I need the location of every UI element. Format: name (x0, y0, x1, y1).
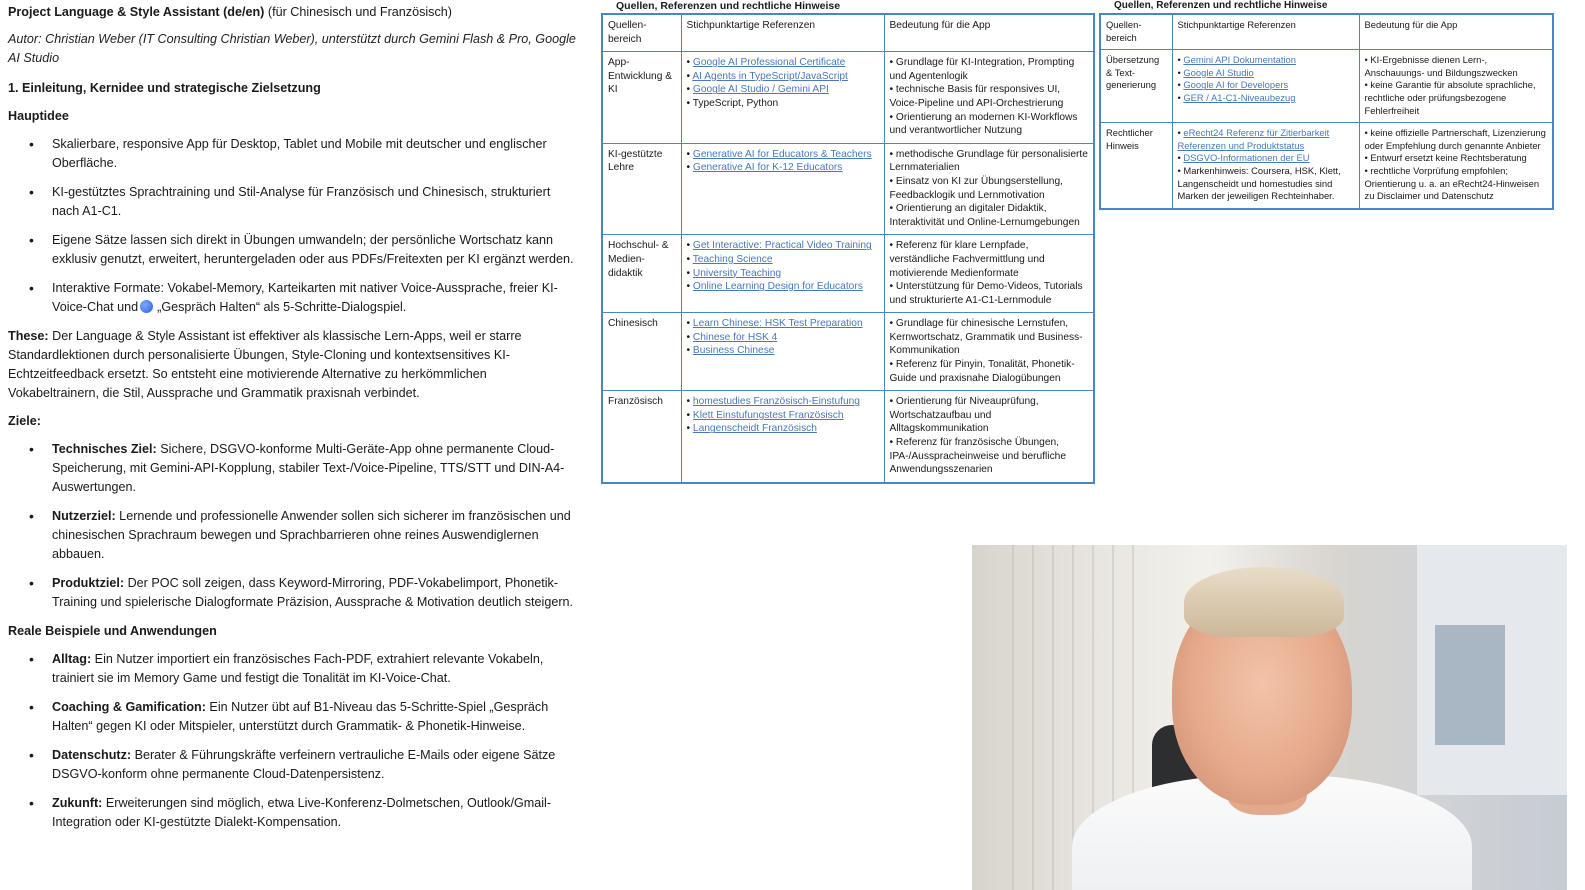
list-item: • Eigene Sätze lassen sich direkt in Übungen umwandeln; der persönliche Wortschatz kann exklusiv genutzt, erweitert, heruntergeladen oder aus PDFs/Freitexten per KI ergänzt werden. (52, 231, 578, 269)
reference-link[interactable]: Google AI for Developers (1183, 79, 1289, 91)
table-title: Quellen, Referenzen und rechtliche Hinweise (616, 0, 841, 12)
list-item: • Datenschutz: Berater & Führungskräfte verfeinern vertrauliche E-Mails oder eigene Sätze DSGVO-konform ohne permanente Cloud-Datenpersistenz. (52, 746, 578, 784)
references-cell: • Gemini API Dokumentation • Google AI Studio • Google AI for Developers • GER / A1-C1-Niveaubezug (1172, 50, 1359, 123)
table-title: Quellen, Referenzen und rechtliche Hinweise (1114, 0, 1328, 11)
reference-link[interactable]: Generative AI for K-12 Educators (692, 162, 843, 174)
list-item: • Produktziel: Der POC soll zeigen, dass Keyword-Mirroring, PDF-Vokabelimport, Phonetik-Training und spielerische Dialogformate Präzision, Aussprache & Motivation deutlich steigern. (52, 574, 578, 612)
doc-title: Project Language & Style Assistant (de/en) (für Chinesisch und Französisch) (8, 5, 452, 19)
source-area-cell: App-Entwicklung & KI (602, 52, 681, 144)
doc-author: Autor: Christian Weber (IT Consulting Christian Weber), unterstützt durch Gemini Flash & Pro, Google AI Studio (8, 32, 576, 65)
reference-link[interactable]: Chinese for HSK 4 (692, 331, 778, 343)
source-area-cell: Rechtlicher Hinweis (1100, 123, 1172, 209)
meaning-cell: • Referenz für klare Lernpfade, verständliche Fachvermittlung und motivierende Medienformate • Unterstützung für Demo-Videos, Tutorials und strukturierte A1-C1-Lernmodule (884, 235, 1094, 313)
hauptidee-list (8, 135, 578, 317)
references-cell: • Get Interactive: Practical Video Training • Teaching Science • University Teaching • Online Learning Design for Educators (681, 235, 884, 313)
list-item: • Skalierbare, responsive App für Desktop, Tablet und Mobile mit deutscher und englischer Oberfläche. (52, 135, 578, 173)
reference-link[interactable]: University Teaching (692, 267, 782, 279)
reference-link[interactable]: Online Learning Design for Educators (692, 281, 863, 293)
reference-link[interactable]: Langenscheidt Französisch (692, 423, 817, 435)
meaning-cell: • KI-Ergebnisse dienen Lern-, Anschauungs- und Bildungszwecken • keine Garantie für absolute sprachliche, rechtliche oder prüfungsbezogene Fehlerfreiheit (1359, 50, 1553, 123)
reference-link[interactable]: Google AI Professional Certificate (692, 57, 846, 69)
list-item: • Technisches Ziel: Sichere, DSGVO-konforme Multi-Geräte-App ohne permanente Cloud-Speicherung, mit Gemini-API-Kopplung, stabiler Text-/Voice-Pipeline, TTS/STT und DIN-A4-Auswertungen. (52, 440, 578, 497)
list-item: • Interaktive Formate: Vokabel-Memory, Karteikarten mit nativer Voice-Aussprache, freier KI-Voice-Chat und „Gespräch Halten“ als 5-Schritte-Dialogspiel. (52, 279, 578, 317)
meaning-item: keine Garantie für absolute sprachliche, rechtliche oder prüfungsbezogene Fehlerfreiheit (1364, 79, 1536, 116)
list-item: • Coaching & Gamification: Ein Nutzer übt auf B1-Niveau das 5-Schritte-Spiel „Gespräch Halten“ gegen KI oder Mitspieler, unterstützt durch Grammatik- & Phonetik-Hinweise. (52, 698, 578, 736)
document-text (8, 3, 578, 842)
table-row (602, 52, 1094, 144)
globe-icon (140, 300, 153, 313)
column-header: Bedeutung für die App (1359, 14, 1553, 50)
meaning-cell: • Orientierung für Niveauprüfung, Wortschatzaufbau und Alltagskommunikation • Referenz für französische Übungen, IPA-/Ausspracheinweise und berufliche Anwendungsszenarien (884, 391, 1094, 483)
reference-link[interactable]: Google AI Studio (1183, 66, 1254, 78)
source-area-cell: Chinesisch (602, 313, 681, 391)
reference-link[interactable]: Google AI Studio / Gemini API (692, 84, 829, 96)
table-row (602, 235, 1094, 313)
reference-link[interactable]: Get Interactive: Practical Video Training (692, 240, 872, 252)
meaning-item: Entwurf ersetzt keine Rechtsberatung (1370, 152, 1527, 164)
table-row (602, 391, 1094, 483)
reference-link[interactable]: Learn Chinese: HSK Test Preparation (692, 318, 863, 330)
beispiele-list (8, 650, 578, 832)
meaning-cell: • Grundlage für chinesische Lernstufen, Kernwortschatz, Grammatik und Business-Kommunikation • Referenz für Pinyin, Tonalität, Phonetik-Guide und praxisnahe Dialogübungen (884, 313, 1094, 391)
reference-link[interactable]: Klett Einstufungstest Französisch (692, 409, 844, 421)
section-heading: 1. Einleitung, Kernidee und strategische Zielsetzung (8, 81, 321, 95)
references-cell: • homestudies Französisch-Einstufung • Klett Einstufungstest Französisch • Langenscheidt Französisch (681, 391, 884, 483)
beispiele-heading: Reale Beispiele und Anwendungen (8, 624, 217, 638)
column-header: Stichpunktartige Referenzen (681, 14, 884, 52)
reference-link[interactable]: GER / A1-C1-Niveaubezug (1183, 91, 1296, 103)
these-paragraph: These: Der Language & Style Assistant ist effektiver als klassische Lern-Apps, weil er starre Standardlektionen durch personalisierte Übungen, Style-Cloning und kontextsensitives KI-Echtzeitfeedback ersetzt. So entsteht eine motivierende Alternative zu herkömmlichen Vokabeltrainern, die Stil, Aussprache und Grammatik praxisnah verbindet. (8, 329, 522, 400)
references-table-1 (601, 0, 1095, 484)
window (1417, 545, 1567, 795)
meaning-item: KI-Ergebnisse dienen Lern-, Anschauungs- und Bildungszwecken (1364, 54, 1518, 78)
table-header-row (1100, 14, 1553, 50)
ziele-heading: Ziele: (8, 414, 41, 428)
source-area-cell: Französisch (602, 391, 681, 483)
source-area-cell: KI-gestützte Lehre (602, 143, 681, 235)
meaning-cell: • keine offizielle Partnerschaft, Lizenzierung oder Empfehlung durch genannte Anbieter • Entwurf ersetzt keine Rechtsberatung • rechtliche Vorprüfung empfohlen; Orientierung u. a. an eRecht24-Hinweisen zu Disclaimer und Datenschutz (1359, 123, 1553, 209)
ziele-list (8, 440, 578, 612)
meaning-item: Einsatz von KI zur Übungserstellung, Feedbacklogik und Lernmotivation (889, 175, 1063, 201)
source-area-cell: Übersetzung & Text-generierung (1100, 50, 1172, 123)
table-row (602, 313, 1094, 391)
meaning-item: Grundlage für KI-Integration, Prompting und Agentenlogik (889, 57, 1075, 82)
reference-link[interactable]: Teaching Science (692, 253, 773, 265)
references-cell: • Learn Chinese: HSK Test Preparation • Chinese for HSK 4 • Business Chinese (681, 313, 884, 391)
meaning-item: rechtliche Vorprüfung empfohlen; Orientierung u. a. an eRecht24-Hinweisen zu Disclaimer und Datenschutz (1364, 164, 1540, 202)
references-cell: • eRecht24 Referenz für Zitierbarkeit Referenzen und Produktstatus • DSGVO-Informationen der EU • Markenhinweis: Coursera, HSK, Klett, Langenscheidt und homestudies sind Marken der jeweiligen Rechteinhaber. (1172, 123, 1359, 209)
table-header-row (602, 14, 1094, 52)
meaning-item: Orientierung an digitaler Didaktik, Interaktivität und Online-Lernumgebungen (889, 203, 1080, 228)
column-header: Quellen-bereich (1100, 14, 1172, 50)
references-cell: • Generative AI for Educators & Teachers • Generative AI for K-12 Educators (681, 143, 884, 235)
meaning-item: methodische Grundlage für personalisierte Lernmaterialien (889, 148, 1088, 174)
meaning-item: Grundlage für chinesische Lernstufen, Kernwortschatz, Grammatik und Business-Kommunikation (889, 318, 1083, 357)
webcam-video (972, 545, 1567, 890)
meaning-item: Orientierung an modernen KI-Workflows und verantwortlicher Nutzung (889, 111, 1078, 137)
source-area-cell: Hochschul- & Medien-didaktik (602, 235, 681, 313)
meaning-item: keine offizielle Partnerschaft, Lizenzierung oder Empfehlung durch genannte Anbieter (1364, 127, 1546, 151)
meaning-item: Referenz für klare Lernpfade, verständliche Fachvermittlung und motivierende Medienformate (889, 240, 1045, 279)
reference-link[interactable]: homestudies Französisch-Einstufung (692, 396, 860, 408)
column-header: Bedeutung für die App (884, 14, 1094, 52)
reference-link[interactable]: DSGVO-Informationen der EU (1183, 152, 1310, 164)
meaning-item: Referenz für Pinyin, Tonalität, Phonetik-Guide und praxisnahe Dialogübungen (889, 359, 1075, 384)
reference-link[interactable]: Business Chinese (692, 345, 775, 357)
meaning-item: Referenz für französische Übungen, IPA-/Ausspracheinweise und berufliche Anwendungsszenarien (889, 437, 1066, 476)
list-item: • Zukunft: Erweiterungen sind möglich, etwa Live-Konferenz-Dolmetschen, Outlook/Gmail-Integration oder KI-gestützte Dialekt-Kompensation. (52, 794, 578, 832)
reference-link[interactable]: eRecht24 Referenz für Zitierbarkeit Referenzen und Produktstatus (1177, 127, 1330, 151)
meaning-item: technische Basis für responsives UI, Voice-Pipeline und API-Orchestrierung (889, 84, 1064, 109)
reference-link[interactable]: Generative AI for Educators & Teachers (692, 148, 872, 160)
meaning-item: Orientierung für Niveauprüfung, Wortschatzaufbau und Alltagskommunikation (889, 396, 1039, 435)
list-item: • Alltag: Ein Nutzer importiert ein französisches Fach-PDF, extrahiert relevante Vokabeln, trainiert sie im Memory Game und festigt die Tonalität im KI-Voice-Chat. (52, 650, 578, 688)
meaning-cell: • methodische Grundlage für personalisierte Lernmaterialien • Einsatz von KI zur Übungserstellung, Feedbacklogik und Lernmotivation • Orientierung an digitaler Didaktik, Interaktivität und Online-Lernumgebungen (884, 143, 1094, 235)
table-row (1100, 50, 1553, 123)
reference-link[interactable]: Gemini API Dokumentation (1183, 54, 1296, 66)
hauptidee-heading: Hauptidee (8, 109, 69, 123)
meaning-cell: • Grundlage für KI-Integration, Prompting und Agentenlogik • technische Basis für responsives UI, Voice-Pipeline und API-Orchestrierung • Orientierung an modernen KI-Workflows und verantwortlicher Nutzung (884, 52, 1094, 144)
list-item: • KI-gestütztes Sprachtraining und Stil-Analyse für Französisch und Chinesisch, strukturiert nach A1-C1. (52, 183, 578, 221)
table-row (1100, 123, 1553, 209)
column-header: Quellen-bereich (602, 14, 681, 52)
table (1099, 13, 1554, 210)
reference-note: Markenhinweis: Coursera, HSK, Klett, Langenscheidt und homestudies sind Marken der jeweiligen Rechteinhaber. (1177, 164, 1341, 202)
references-cell: • Google AI Professional Certificate • AI Agents in TypeScript/JavaScript • Google AI Studio / Gemini API • TypeScript, Python (681, 52, 884, 144)
references-table-2 (1099, 0, 1554, 210)
list-item: • Nutzerziel: Lernende und professionelle Anwender sollen sich sicherer im französischen und chinesischen Sprachraum bewegen und Sprachbarrieren ohne reines Auswendiglernen abbauen. (52, 507, 578, 564)
column-header: Stichpunktartige Referenzen (1172, 14, 1359, 50)
reference-link[interactable]: AI Agents in TypeScript/JavaScript (692, 70, 848, 82)
reference-note: TypeScript, Python (692, 97, 779, 109)
meaning-item: Unterstützung für Demo-Videos, Tutorials und strukturierte A1-C1-Lernmodule (889, 281, 1083, 306)
table (601, 13, 1095, 484)
table-row (602, 143, 1094, 235)
